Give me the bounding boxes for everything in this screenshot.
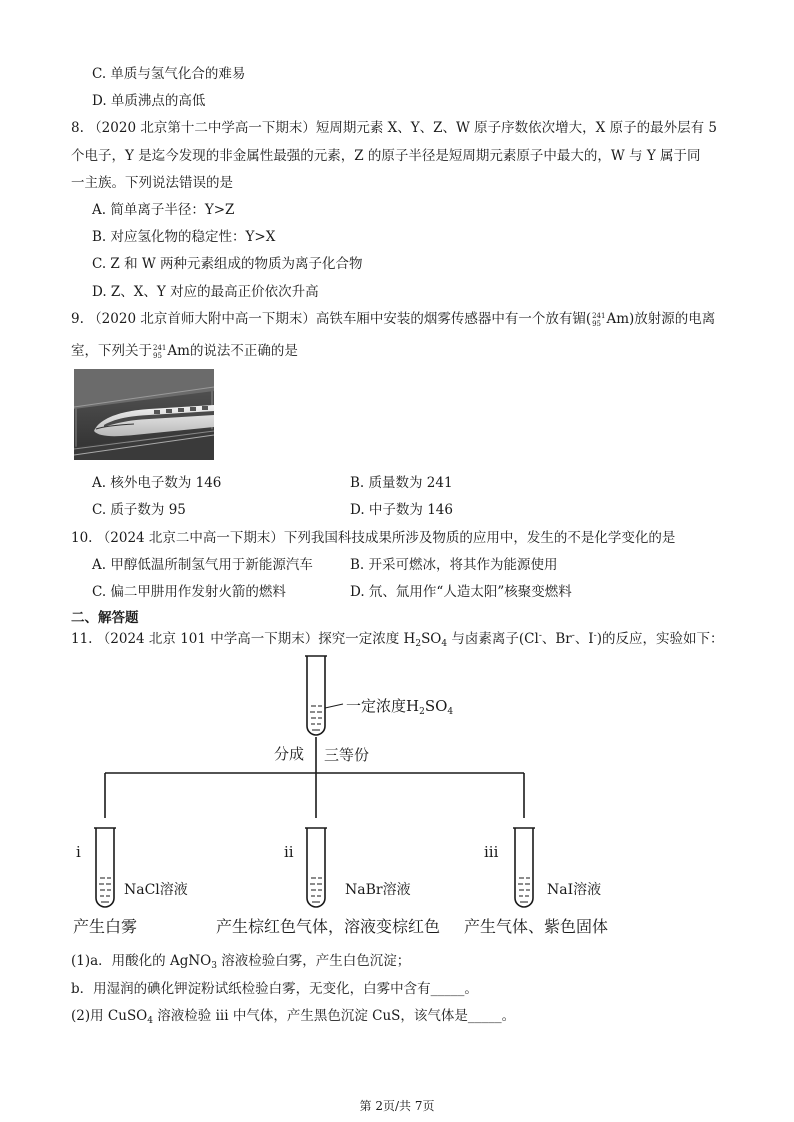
q9-stem-text-d: 的说法不正确的是: [189, 343, 298, 359]
q7-option-c: C. 单质与氢气化合的难易: [92, 66, 246, 82]
q11-stem-c: 与卤素离子(Cl: [447, 631, 539, 647]
iso-mass-2: 241: [153, 343, 167, 352]
cl-charge: -: [538, 631, 542, 641]
q11-part2-text: (2)用 CuSO: [71, 1008, 148, 1024]
q10-option-c: C. 偏二甲肼用作发射火箭的燃料: [92, 584, 286, 600]
q11-stem-b: SO: [421, 631, 442, 647]
q11-stem-a: 11. （2024 北京 101 中学高一下期末）探究一定浓度 H: [71, 631, 416, 647]
tube-ii-label: ii: [284, 843, 294, 861]
q11-part1b: b．用湿润的碘化钾淀粉试纸检验白雾，无变化，白雾中含有_____。: [71, 981, 478, 997]
am-isotope-2: [153, 344, 166, 360]
h2-subscript: 2: [415, 639, 422, 649]
tube-iii-observation: 产生气体、紫色固体: [464, 917, 609, 936]
so4-subscript: 4: [441, 639, 448, 649]
q10-option-a: A. 甲醇低温所制氢气用于新能源汽车: [92, 557, 313, 573]
section-heading: 二、解答题: [71, 610, 139, 626]
top-test-tube: [307, 656, 325, 735]
top-tube-label: [346, 695, 453, 716]
label-leader: [325, 704, 343, 708]
tube-i-solution: NaCl溶液: [124, 882, 188, 898]
split-label-left: 分成: [274, 745, 305, 763]
q9-option-d: D. 中子数为 146: [350, 502, 453, 518]
q9-stem-line2: [71, 339, 298, 360]
page-footer: 第 2页/共 7页: [359, 1099, 435, 1113]
q9-stem-line1: [71, 307, 715, 328]
iso-number-2: 95: [153, 351, 162, 360]
q11-part2: [71, 1004, 515, 1024]
top-label-sub2: 4: [447, 707, 454, 717]
br-charge: -: [571, 631, 575, 641]
am-isotope: [592, 312, 605, 328]
q11-stem-f: )的反应，实验如下：: [596, 631, 724, 647]
q9-option-c: C. 质子数为 95: [92, 502, 186, 518]
q11-part1a-text-b: 溶液检验白雾，产生白色沉淀；: [216, 953, 411, 969]
iso-mass: 241: [592, 311, 606, 320]
cuso4-subscript: 4: [147, 1016, 153, 1026]
q10-option-b: B. 开采可燃冰，将其作为能源使用: [350, 557, 558, 573]
q8-option-d: D. Z、X、Y 对应的最高正价依次升高: [92, 284, 319, 300]
tube-ii-observation: 产生棕红色气体，溶液变棕红色: [216, 917, 441, 936]
iso-symbol: Am: [606, 311, 630, 327]
iso-symbol-2: Am: [167, 343, 190, 359]
tube-i-label: i: [76, 843, 81, 861]
q11-part2-text-b: 溶液检验 iii 中气体，产生黑色沉淀 CuS，该气体是_____。: [153, 1008, 516, 1024]
train-image: [74, 369, 214, 460]
high-speed-train-photo: [74, 369, 214, 460]
q10-option-d: D. 氘、氚用作“人造太阳”核聚变燃料: [350, 584, 572, 600]
q9-stem-text-c: 室，下列关于: [71, 343, 152, 359]
q7-option-d: D. 单质沸点的高低: [92, 93, 206, 109]
tube-iii-label: iii: [484, 843, 499, 861]
q8-option-a: A. 简单离子半径：Y>Z: [92, 202, 235, 218]
q10-stem: 10. （2024 北京二中高一下期末）下列我国科技成果所涉及物质的应用中，发生的不是化学变化的是: [71, 530, 676, 546]
tube-ii-solution: NaBr溶液: [345, 882, 411, 898]
tube-i-observation: 产生白雾: [73, 917, 138, 936]
q9-stem-text-a: 9. （2020 北京首师大附中高一下期末）高铁车厢中安装的烟雾传感器中有一个放有镅(: [71, 311, 592, 327]
tube-iii-solution: NaI溶液: [547, 882, 602, 898]
split-label-right: 三等份: [324, 746, 370, 764]
q9-stem-text-b: )放射源的电离: [629, 311, 716, 327]
agno3-subscript: 3: [211, 961, 217, 971]
q11-part1a: [71, 949, 410, 969]
top-label-text: 一定浓度H: [346, 697, 420, 715]
q9-option-a: A. 核外电子数为 146: [92, 475, 222, 491]
top-label-text-b: SO: [424, 697, 448, 715]
q8-stem-line1: 8. （2020 北京第十二中学高一下期末）短周期元素 X、Y、Z、W 原子序数依次增大，X 原子的最外层有 5: [71, 120, 717, 136]
tube-iii: [515, 828, 533, 907]
top-label-sub: 2: [419, 707, 425, 717]
q8-option-c: C. Z 和 W 两种元素组成的物质为离子化合物: [92, 256, 363, 272]
tube-ii: [307, 828, 325, 907]
i-charge: -: [593, 631, 597, 641]
q8-stem-line2: 个电子，Y 是迄今发现的非金属性最强的元素，Z 的原子半径是短周期元素原子中最大的，W 与 Y 属于同: [71, 148, 701, 164]
iso-number: 95: [592, 319, 602, 328]
q8-stem-line3: 一主族。下列说法错误的是: [71, 175, 233, 191]
q11-stem-e: 、I: [574, 631, 594, 647]
q8-option-b: B. 对应氢化物的稳定性：Y>X: [92, 229, 276, 245]
tube-i: [96, 828, 114, 907]
q11-stem-d: 、Br: [541, 631, 572, 647]
q9-option-b: B. 质量数为 241: [350, 475, 453, 491]
q11-part1a-text: (1)a．用酸化的 AgNO: [71, 953, 212, 969]
